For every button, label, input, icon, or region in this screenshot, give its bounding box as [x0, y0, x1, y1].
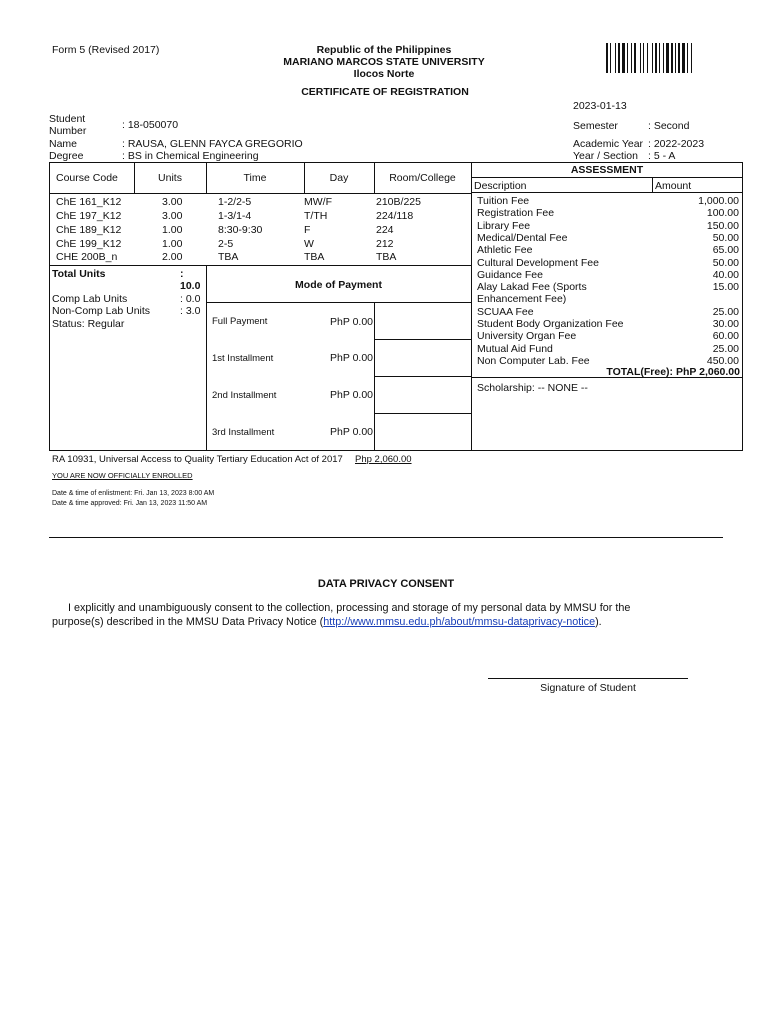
course-code: ChE 161_K12 [56, 196, 122, 208]
course-day: TBA [304, 251, 325, 263]
course-code: CHE 200B_n [56, 251, 118, 263]
privacy-line-2 [52, 616, 602, 628]
enlistment-datetime: Date & time of enlistment: Fri. Jan 13, 2023 8:00 AM [52, 490, 215, 497]
course-code: ChE 189_K12 [56, 224, 122, 236]
fee-description: Student Body Organization Fee [477, 318, 624, 330]
course-time: TBA [218, 251, 239, 263]
col-day: Day [329, 172, 349, 184]
course-code: ChE 199_K12 [56, 238, 122, 250]
fee-amount: 150.00 [706, 220, 739, 232]
fee-amount: 65.00 [712, 244, 739, 256]
course-code: ChE 197_K12 [56, 210, 122, 222]
fee-amount: 40.00 [712, 269, 739, 281]
course-units: 1.00 [162, 224, 183, 236]
course-time: 1-2/2-5 [218, 196, 252, 208]
payment-label: 3rd Installment [212, 427, 275, 438]
course-room: 212 [376, 238, 394, 250]
col-time: Time [243, 172, 267, 184]
signature-label: Signature of Student [540, 682, 636, 694]
year-section-value: : 5 - A [648, 150, 676, 162]
course-time: 1-3/1-4 [218, 210, 252, 222]
fee-amount: 50.00 [712, 257, 739, 269]
privacy-line-2-text: purpose(s) described in the MMSU Data Privacy Notice ( [52, 616, 324, 628]
noncomp-lab-value: : 3.0 [180, 305, 201, 317]
ra-10931-amount: Php 2,060.00 [355, 454, 412, 465]
fee-description: Alay Lakad Fee (Sports [477, 281, 587, 293]
status-label: Status: Regular [52, 318, 125, 330]
course-units: 3.00 [162, 210, 183, 222]
total-units-value: 10.0 [180, 280, 201, 292]
fee-description: Cultural Development Fee [477, 257, 599, 269]
fee-amount: 450.00 [706, 355, 739, 367]
course-room: 224/118 [376, 210, 414, 222]
student-number: : 18-050070 [122, 119, 179, 131]
course-day: W [304, 238, 314, 250]
scholarship-label: Scholarship: -- NONE -- [477, 382, 588, 394]
name-label: Name [49, 138, 78, 150]
ra-10931-text: RA 10931, Universal Access to Quality Tertiary Education Act of 2017 [52, 454, 343, 465]
fee-amount: 15.00 [712, 281, 739, 293]
course-units: 1.00 [162, 238, 183, 250]
fee-description: Medical/Dental Fee [477, 232, 568, 244]
fee-description: University Organ Fee [477, 330, 577, 342]
fee-amount: 60.00 [712, 330, 739, 342]
semester-value: : Second [648, 120, 690, 132]
fee-description: SCUAA Fee [477, 306, 534, 318]
payment-amount: PhP 0.00 [330, 352, 374, 364]
payment-amount: PhP 0.00 [330, 426, 374, 438]
fee-amount: 1,000.00 [698, 195, 739, 207]
col-course-code: Course Code [56, 172, 118, 184]
course-units: 2.00 [162, 251, 183, 263]
fee-description: Enhancement Fee) [477, 293, 567, 305]
payment-label: Full Payment [212, 316, 268, 327]
total-units-label: Total Units [52, 268, 106, 280]
approval-datetime: Date & time approved: Fri. Jan 13, 2023 11:50 AM [52, 500, 208, 507]
fee-amount: 25.00 [712, 306, 739, 318]
fee-amount: 100.00 [706, 207, 739, 219]
fee-amount: 50.00 [712, 232, 739, 244]
registration-date: 2023-01-13 [573, 100, 627, 112]
fee-description: Mutual Aid Fund [477, 343, 553, 355]
course-time: 2-5 [218, 238, 234, 250]
enrolled-notice: YOU ARE NOW OFFICIALLY ENROLLED [52, 471, 193, 480]
course-room: TBA [376, 251, 397, 263]
payment-label: 1st Installment [212, 353, 274, 364]
privacy-notice-link[interactable]: http://www.mmsu.edu.ph/about/mmsu-dataprivacy-notice [323, 616, 596, 628]
col-room: Room/College [389, 172, 456, 184]
course-time: 8:30-9:30 [218, 224, 263, 236]
fee-amount: 30.00 [712, 318, 739, 330]
barcode-image [606, 43, 718, 73]
student-degree: : BS in Chemical Engineering [122, 150, 259, 162]
course-day: F [304, 224, 311, 236]
academic-year-label: Academic Year [573, 138, 644, 150]
course-units: 3.00 [162, 196, 183, 208]
col-description: Description [474, 180, 527, 192]
republic-label: Republic of the Philippines [316, 44, 452, 56]
semester-label: Semester [573, 120, 618, 132]
payment-amount: PhP 0.00 [330, 316, 374, 328]
payment-amount: PhP 0.00 [330, 389, 374, 401]
mode-of-payment-title: Mode of Payment [295, 279, 382, 291]
comp-lab-label: Comp Lab Units [52, 293, 128, 305]
payment-label: 2nd Installment [212, 390, 277, 401]
fee-description: Athletic Fee [477, 244, 533, 256]
noncomp-lab-label: Non-Comp Lab Units [52, 305, 151, 317]
university-name: MARIANO MARCOS STATE UNIVERSITY [283, 56, 485, 68]
fee-description: Library Fee [477, 220, 531, 232]
privacy-line-2-end: ). [595, 616, 602, 628]
privacy-line-1: I explicitly and unambiguously consent to the collection, processing and storage of my personal data by MMSU for the [68, 602, 631, 614]
course-day: MW/F [304, 196, 332, 208]
total-units-colon: : [180, 268, 184, 280]
assessment-title: ASSESSMENT [570, 164, 644, 176]
fee-amount: 25.00 [712, 343, 739, 355]
fee-description: Tuition Fee [477, 195, 530, 207]
fee-description: Guidance Fee [477, 269, 543, 281]
document-title: CERTIFICATE OF REGISTRATION [301, 86, 469, 98]
province-label: Ilocos Norte [353, 68, 415, 80]
student-number-label-2: Number [49, 125, 87, 137]
col-units: Units [158, 172, 182, 184]
student-name: : RAUSA, GLENN FAYCA GREGORIO [122, 138, 303, 150]
student-number-label-1: Student [49, 113, 86, 125]
year-section-label: Year / Section [573, 150, 638, 162]
course-room: 210B/225 [376, 196, 421, 208]
course-day: T/TH [304, 210, 328, 222]
comp-lab-value: : 0.0 [180, 293, 201, 305]
course-room: 224 [376, 224, 394, 236]
degree-label: Degree [49, 150, 84, 162]
form-label: Form 5 (Revised 2017) [52, 44, 160, 56]
fee-description: Registration Fee [477, 207, 555, 219]
fee-description: Non Computer Lab. Fee [477, 355, 590, 367]
col-amount: Amount [655, 180, 692, 192]
assessment-total: TOTAL(Free): PhP 2,060.00 [606, 366, 740, 378]
academic-year-value: : 2022-2023 [648, 138, 705, 150]
privacy-title: DATA PRIVACY CONSENT [317, 578, 455, 590]
